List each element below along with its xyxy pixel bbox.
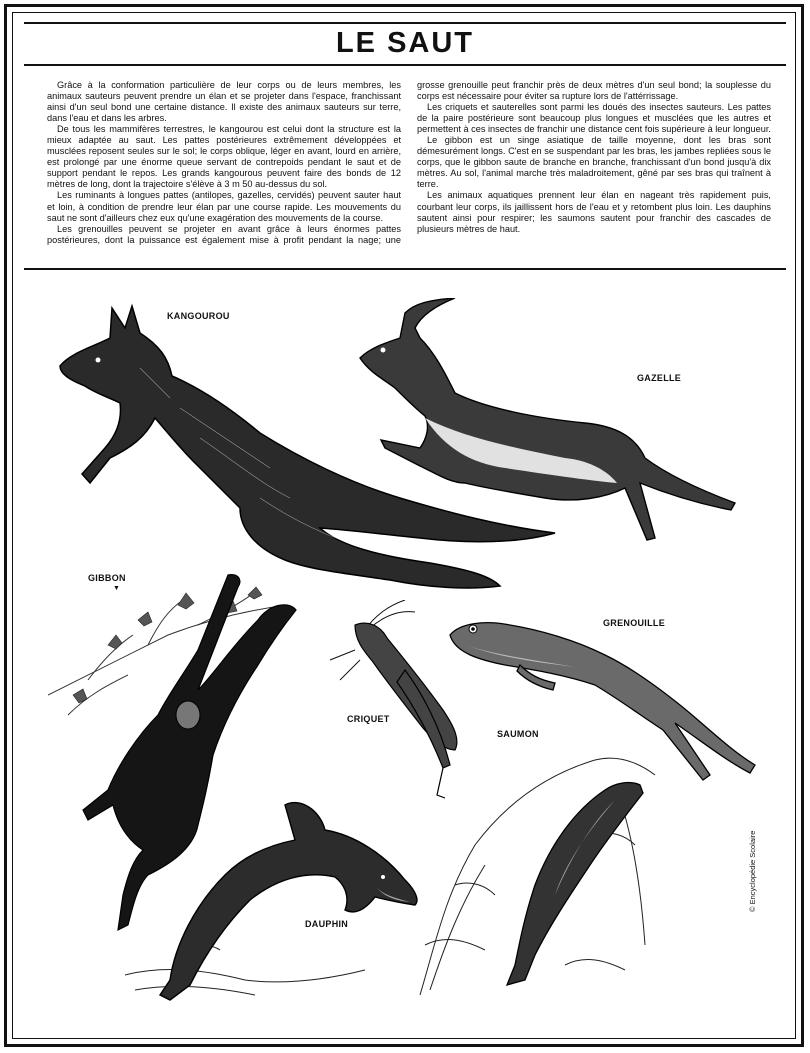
gazelle-label: GAZELLE (637, 373, 682, 383)
paragraph: Les animaux aquatiques prennent leur élan en nageant très rapidement puis, courbant leur corps, ils jaillissent hors de l'eau et y retombent plus loin. Les dauphins sautent ainsi pour respirer; les saumons sautent pour franchir des cascades de plusieurs mètres de haut. (417, 190, 771, 234)
article-text (47, 80, 771, 258)
paragraph: Les ruminants à longues pattes (antilopes, gazelles, cervidés) peuvent sauter haut et loin, à condition de prendre leur élan par une course rapide. Les mouvements du saut ne sont d'ailleurs chez eux qu'une exagération des mouvements de la course. (47, 190, 401, 223)
paragraph: Le gibbon est un singe asiatique de taille moyenne, dont les bras sont démesurément longs. C'est en se suspendant par les bras, les jambes repliées sous le corps, que le gibbon saute de branche en branche, franchissant d'un bond jusqu'à dix mètres. Au sol, l'animal marche très maladroitement, gêné par ses bras qui traînent à terre. (417, 135, 771, 190)
page-title: LE SAUT (335, 27, 475, 59)
cricket-label: CRIQUET (347, 714, 390, 724)
text-rule (24, 268, 786, 270)
gibbon-marker-icon: ▼ (113, 585, 121, 592)
gibbon-label: GIBBON (88, 573, 126, 583)
title-rule (24, 64, 786, 66)
paragraph: Les grenouilles peuvent se projeter en avant grâce à leurs énormes pattes postérieures, dont la puissance est également mise à profit pendant la nage; une grosse grenouille peut franchir près de deux mètres d'un seul bond; la souplesse du corps est nécessaire pour éviter sa rupture lors de l'attérrissage. (47, 80, 771, 245)
salmon-label: SAUMON (497, 729, 539, 739)
copyright-notice: © Encyclopédie Scolaire (748, 830, 757, 912)
gazelle-illustration (355, 298, 740, 543)
salmon-illustration (415, 745, 660, 1000)
top-rule (24, 22, 786, 24)
kangaroo-label: KANGOUROU (167, 311, 230, 321)
paragraph: Les criquets et sauterelles sont parmi les doués des insectes sauteurs. Les pattes de la paire postérieure sont beaucoup plus longues et musclées que les autres et permettent à ces insectes de franchir une distance cent fois supérieure à leur longueur. (417, 102, 771, 135)
paragraph: Grâce à la conformation particulière de leur corps ou de leurs membres, les animaux sauteurs peuvent prendre un élan et se projeter dans l'espace, franchissant ainsi d'un seul bond une certaine distance. Il existe des animaux sauteurs sur terre, dans l'eau et dans les arbres. (47, 80, 401, 124)
dolphin-illustration (125, 785, 425, 1010)
dolphin-label: DAUPHIN (305, 919, 349, 929)
frog-label: GRENOUILLE (603, 618, 666, 628)
paragraph: De tous les mammifères terrestres, le kangourou est celui dont la structure est la mieux adaptée au saut. Les pattes postérieures extrêmement développées et musclées reposent seules sur le sol; le corps oblique, léger en avant, lourd en arrière, est prolongé par une énorme queue servant de contrepoids pendant le saut et de support pendant le repos. Les grands kangourous peuvent faire des bonds de 12 mètres de long, dont la trajectoire s'élève à 3 m 50 au-dessus du sol. (47, 124, 401, 190)
